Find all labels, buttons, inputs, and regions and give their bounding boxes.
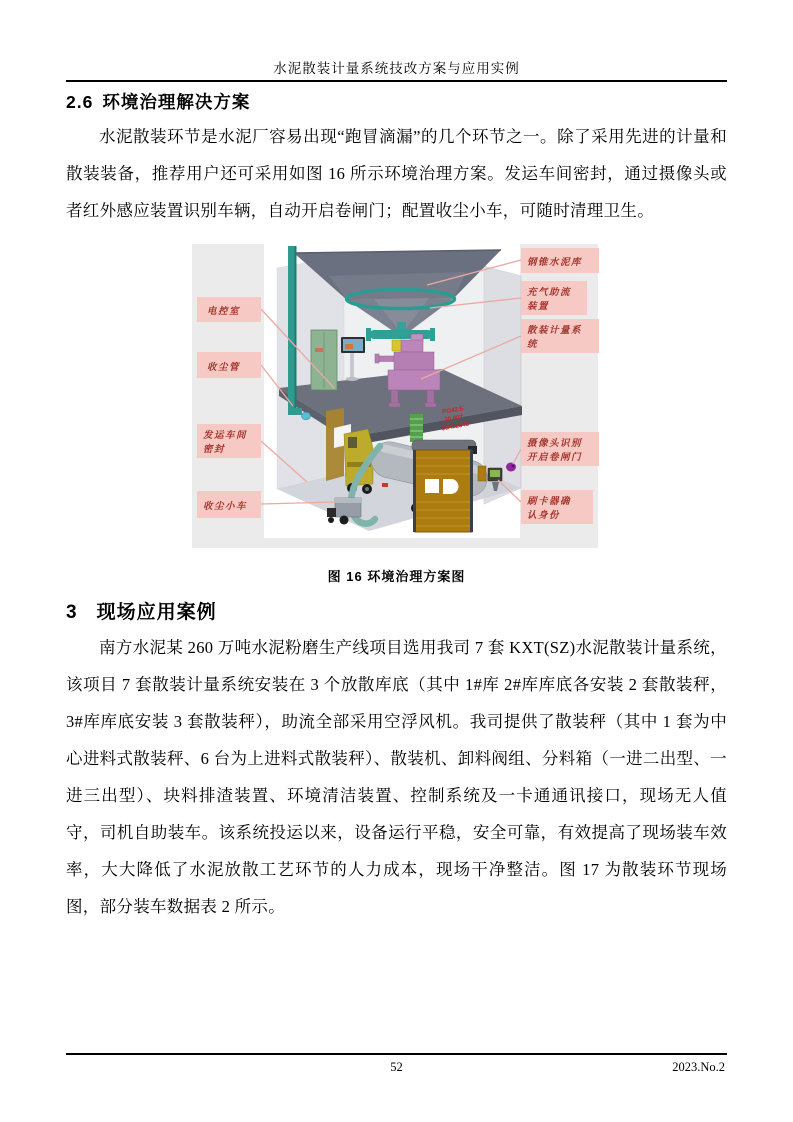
cart-wheel-right bbox=[340, 516, 349, 525]
monitor-base bbox=[346, 377, 359, 381]
paragraph-environment: 水泥散装环节是水泥厂容易出现“跑冒滴漏”的几个环节之一。除了采用先进的计量和散装装备，推荐用户还可采用如图 16 所示环境治理方案。发运车间密封，通过摄像头或者红外感应装置识别车辆，自动开启卷闸门；配置收尘小车，可随时清理卫生。 bbox=[66, 127, 727, 220]
label-text-line2: 统 bbox=[527, 340, 539, 350]
camera-shape bbox=[506, 463, 516, 472]
page-footer bbox=[66, 1053, 727, 1085]
label-text-line2: 装置 bbox=[527, 302, 550, 312]
label-dust-pipe bbox=[197, 352, 261, 378]
roller-door-window-left bbox=[425, 479, 439, 493]
label-text-line1: 刷卡器确 bbox=[527, 497, 572, 507]
machine-body bbox=[394, 352, 434, 370]
plate-weight: 30.00T bbox=[443, 413, 464, 424]
outlet-flange-right bbox=[430, 328, 435, 341]
section-title: 环境治理解决方案 bbox=[102, 92, 251, 112]
roller-door-window-right bbox=[443, 479, 459, 494]
figure-caption: 图 16 环境治理方案图 bbox=[327, 569, 466, 584]
machine-leg-left bbox=[391, 390, 398, 404]
card-reader-screen bbox=[490, 470, 500, 477]
label-camera bbox=[521, 432, 599, 466]
label-text-line2: 密封 bbox=[203, 445, 226, 455]
plate-license: 皖A12345 bbox=[440, 420, 470, 433]
label-dust-cart bbox=[197, 491, 261, 518]
control-cabinet-shape bbox=[311, 330, 337, 390]
footer-inner bbox=[66, 1055, 727, 1074]
cab-hub-rear bbox=[365, 487, 369, 491]
section-title: 现场应用案例 bbox=[96, 602, 217, 623]
label-text-line1: 充气助流 bbox=[527, 288, 572, 298]
machine-frame bbox=[388, 370, 440, 390]
cart-wheel-left bbox=[328, 517, 334, 523]
machine-leg-right bbox=[427, 390, 434, 404]
cart-top bbox=[335, 498, 361, 503]
label-text: 钢锥水泥库 bbox=[527, 258, 583, 268]
figure-16 bbox=[184, 236, 609, 585]
label-text: 收尘小车 bbox=[203, 502, 248, 512]
label-text-line1: 摄像头识别 bbox=[527, 439, 583, 449]
environment-scheme-diagram bbox=[184, 236, 609, 556]
machine-foot-left bbox=[389, 403, 400, 407]
machine-side-pipe bbox=[378, 356, 395, 362]
label-shipping-seal bbox=[197, 424, 261, 458]
roller-door-rail-left bbox=[413, 450, 416, 532]
label-steel-cone-silo bbox=[521, 248, 599, 273]
tanker-tail-light bbox=[382, 483, 388, 487]
spout-body bbox=[410, 414, 423, 442]
cab-window bbox=[348, 437, 357, 448]
dust-pipe-elbow bbox=[288, 408, 302, 415]
machine-head bbox=[401, 340, 423, 352]
plate-grade: PO42.5 bbox=[441, 405, 464, 416]
section-number: 3 bbox=[66, 602, 78, 623]
section-number: 2.6 bbox=[66, 92, 94, 112]
monitor-stand bbox=[350, 352, 354, 378]
label-text-line2: 开启卷闸门 bbox=[527, 453, 583, 463]
running-title: 水泥散装计量系统技改方案与应用实例 bbox=[273, 61, 520, 76]
page-number: 52 bbox=[390, 1060, 403, 1074]
machine-foot-right bbox=[425, 403, 436, 407]
camera-lens bbox=[512, 465, 515, 468]
section-heading-2-6 bbox=[66, 89, 727, 114]
wall-control-box bbox=[478, 466, 486, 481]
section-heading-3 bbox=[66, 597, 727, 624]
outlet-flange-left bbox=[366, 328, 371, 341]
label-text-line1: 散装计量系 bbox=[527, 326, 583, 336]
page-header bbox=[66, 0, 727, 82]
loading-spout-coil bbox=[410, 414, 423, 442]
issue-number: 2023.No.2 bbox=[672, 1060, 725, 1074]
cabinet-label bbox=[315, 348, 323, 352]
paragraph-application-case: 南方水泥某 260 万吨水泥粉磨生产线项目选用我司 7 套 KXT(SZ)水泥散装计量系统，该项目 7 套散装计量系统安装在 3 个放散库底（其中 1#库 2#库库底各安装 2 套散装秤，3#库库底安装 3 套散装秤），助流全部采用空浮风机。我司提供了散装秤（其中 1 套为中心进料式散装秤、6 台为上进料式散装秤）、散装机、卸料阀组、分料箱（一进二出型、一进三出型）、块料排渣装置、环境清洁装置、控制系统及一卡通通讯接口，现场无人值守，司机自助装车。该系统投运以来，设备运行平稳，安全可靠，有效提高了现场装车效率，大大降低了水泥放散工艺环节的人力成本，现场干净整洁。图 17 为散装环节现场图，部分装车数据表 2 所示。 bbox=[66, 638, 727, 916]
label-control-room bbox=[197, 297, 261, 322]
dust-pipe-pump bbox=[302, 412, 311, 420]
label-text: 电控室 bbox=[207, 307, 241, 317]
label-bulk-system bbox=[521, 319, 599, 353]
cart-motor bbox=[327, 508, 336, 517]
label-text-line2: 认身份 bbox=[527, 511, 561, 521]
machine-side-flange bbox=[375, 354, 379, 363]
page-content bbox=[0, 89, 793, 925]
dust-pipe-shade bbox=[295, 246, 297, 414]
label-aeration bbox=[521, 281, 587, 315]
roller-door-rail-right bbox=[470, 450, 473, 532]
label-card-reader bbox=[521, 490, 593, 524]
label-text-line1: 发运车间 bbox=[203, 431, 248, 441]
monitor-screen-image bbox=[345, 344, 353, 349]
camera-body bbox=[506, 463, 516, 472]
label-text: 收尘管 bbox=[207, 363, 241, 373]
